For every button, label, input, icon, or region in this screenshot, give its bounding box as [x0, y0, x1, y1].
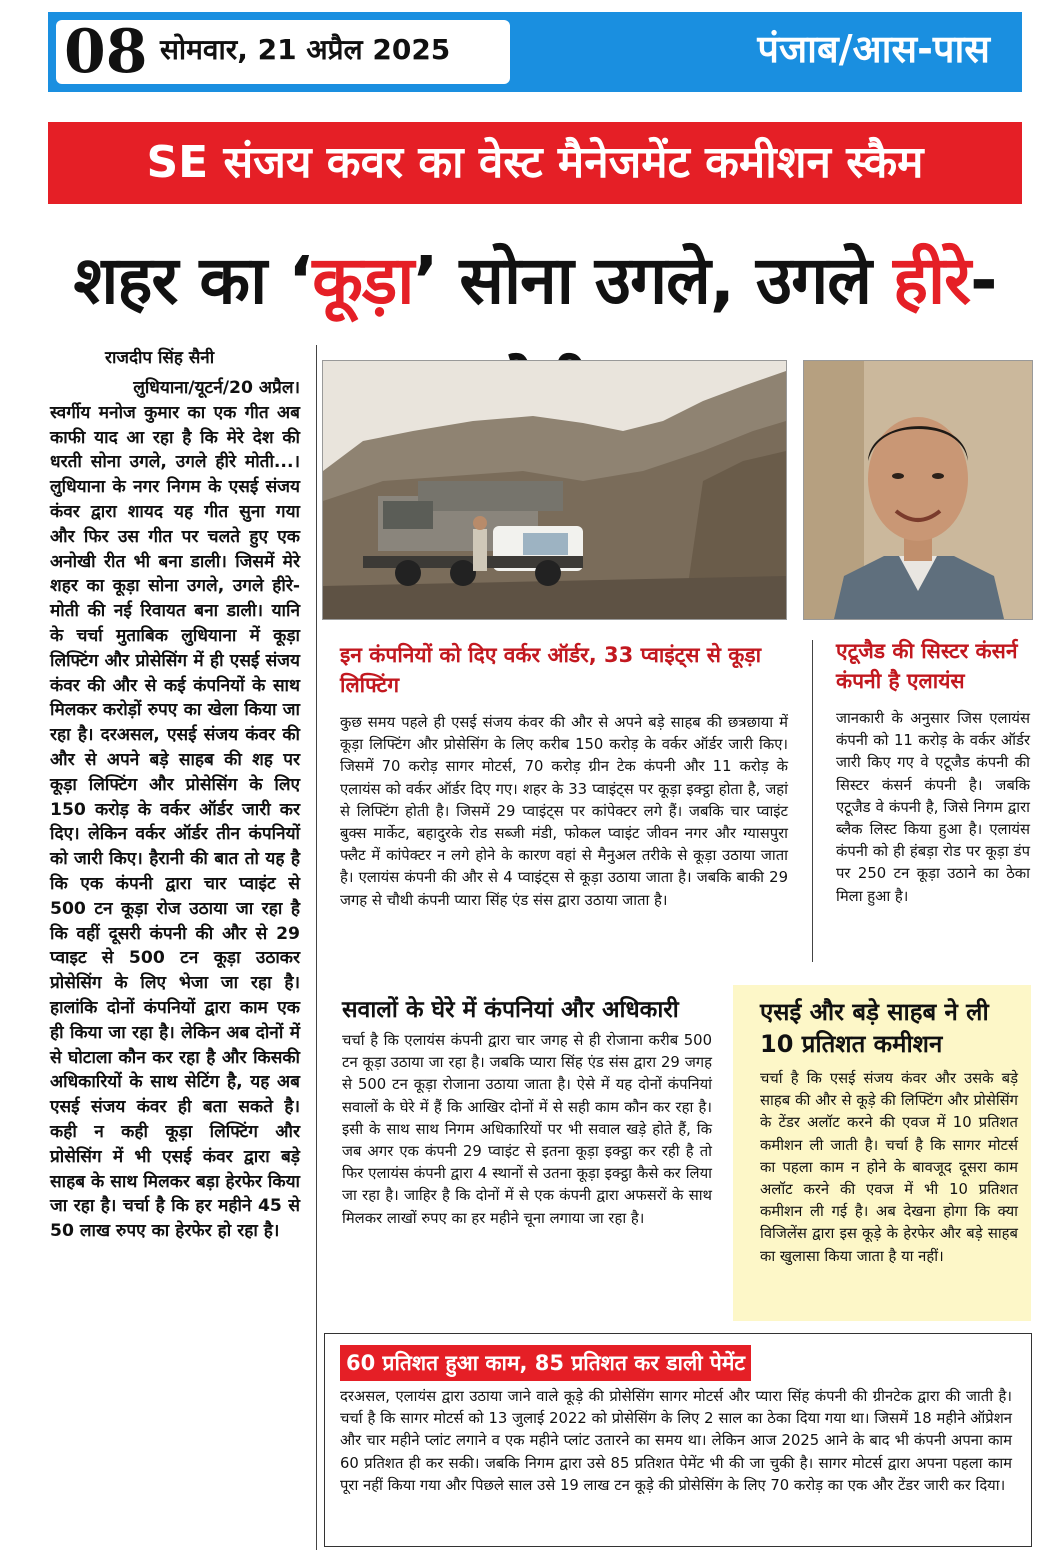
portrait-illustration: [804, 361, 1032, 619]
byline: राजदीप सिंह सैनी: [105, 348, 215, 368]
headline-part-1: शहर का ‘: [73, 242, 313, 319]
main-story: [50, 376, 300, 1244]
payment-story-text: दरअसल, एलायंस द्वारा उठाया जाने वाले कूड़े की प्रोसेसिंग सागर मोटर्स और प्यारा सिंह कंपनी की ग्रीनटेक द्वारा की जाती है। चर्चा है कि सागर मोटर्स को 13 जुलाई 2022 को प्रोसेसिंग के लिए 2 साल का ठेका दिया गया था। जिसमें 18 महीने ऑप्रेशन और चार महीने प्लांट लगाने व एक महीने प्लांट उतारने का समय था। लेकिन आज 2025 आने के बाद भी कंपनी अपना काम 60 प्रतिशत ही कर सकी। जबकि निगम द्वारा उसे 85 प्रतिशत पेमेंट भी की जा चुकी है। सागर मोटर्स द्वारा अपना पहला काम पूरा नहीं किया गया और पिछले साल उसे 19 लाख टन कूड़े की प्रोसेसिंग के लिए 70 करोड़ का एक और टेंडर जारी कर दिया।: [340, 1388, 1012, 1494]
official-portrait-photo: [803, 360, 1033, 620]
column-divider-2: [812, 640, 813, 962]
publication-date: सोमवार, 21 अप्रैल 2025: [160, 33, 451, 66]
headline-part-5: -: [970, 242, 997, 319]
kicker-banner: SE संजय कवर का वेस्ट मैनेजमेंट कमीशन स्कैम: [48, 122, 1022, 204]
section-name: पंजाब/आस-पास: [757, 27, 990, 71]
orders-story-text: कुछ समय पहले ही एसई संजय कंवर की और से अपने बड़े साहब की छत्रछाया में कूड़ा लिफ्टिंग और प्रोसेसिंग के लिए करीब 150 करोड़ के वर्कर ऑर्डर जारी किए। जिसमें 70 करोड़ सागर मोटर्स, 70 करोड़ ग्रीन टेक कंपनी और 11 करोड़ के एलायंस को वर्कर ऑर्डर दिए गए। शहर के 33 प्वाइंट्स पर कूड़ा इक्ट्ठा होता है, जहां से लिफ्टिंग होती है। जिसमें 29 प्वाइंट्स पर कांपेक्टर लगे हैं। जबकि चार प्वाइंट बुक्स मार्केट, बहादुरके रोड सब्जी मंडी, फोकल प्वाइंट जीवन नगर और ग्यासपुरा फ्लैट में कांपेक्टर न लगे होने के कारण वहां से मैनुअल तरीके से कूड़ा उठाया जाता है। एलायंस कंपनी की और से 4 प्वाइंट्स से कूड़ा उठाया जाता है। जबकि बाकी 29 जगह से चौथी कंपनी प्यारा सिंह एंड संस द्वारा उठाया जाता है।: [340, 714, 788, 909]
column-divider: [316, 345, 317, 1550]
payment-story-heading: 60 प्रतिशत हुआ काम, 85 प्रतिशत कर डाली पेमेंट: [340, 1345, 751, 1381]
sister-story-text: जानकारी के अनुसार जिस एलायंस कंपनी को 11 करोड़ के वर्कर ऑर्डर जारी किए गए वे एटूजैड कंपनी की सिस्टर कंसर्न कंपनी है। जबकि एटूजैड वे कंपनी है, जिसे निगम द्वारा ब्लैक लिस्ट किया हुआ है। एलायंस कंपनी को ही हंबड़ा रोड पर कूड़ा डंप पर 250 टन कूड़ा उठाने का ठेका मिला हुआ है।: [836, 710, 1030, 905]
garbage-dump-illustration: [323, 361, 786, 619]
headline-part-4: हीरे: [892, 242, 971, 319]
garbage-dump-photo: [322, 360, 787, 620]
main-story-text: स्वर्गीय मनोज कुमार का एक गीत अब काफी याद आ रहा है कि मेरे देश की धरती सोना उगले, उगले हीरे मोती...। लुधियाना के नगर निगम के एसई संजय कंवर द्वारा शायद यह गीत सुना गया और फिर उस गीत पर चलते हुए एक अनोखी रीत भी बना डाली। जिसमें मेरे शहर का कूड़ा सोना उगले, उगले हीरे-मोती की नई रिवायत बना डाली। यानि के चर्चा मुताबिक लुधियाना में कूड़ा लिफ्टिंग और प्रोसेसिंग में ही एसई संजय कंवर की और से कई कंपनियों के साथ मिलकर करोड़ों रुपए का खेला किया जा रहा है। दरअसल, एसई संजय कंवर की और से अपने बड़े साहब की शह पर कूड़ा लिफ्टिंग और प्रोसेसिंग के लिए 150 करोड़ के वर्कर ऑर्डर जारी कर दिए। लेकिन वर्कर ऑर्डर तीन कंपनियों को जारी किए। हैरानी की बात तो यह है कि एक कंपनी द्वारा चार प्वाइंट से 500 टन कूड़ा रोज उठाया जा रहा है कि वहीं दूसरी कंपनी की और से 29 प्वाइट से 500 टन कूड़ा उठाकर प्रोसेसिंग के लिए भेजा जा रहा है। हालांकि दोनों कंपनियों द्वारा काम एक ही किया जा रहा है। लेकिन अब दोनों में से घोटाला कौन कर रहा है और किसकी अधिकारियों के साथ सेटिंग है, यह अब एसई संजय कंवर ही बता सकते है। कही न कही कूड़ा लिफ्टिंग और प्रोसेसिंग में भी एसई कंवर द्वारा बड़े साहब के साथ मिलकर बड़ा हेरफेर किया जा रहा है। चर्चा है कि हर महीने 45 से 50 लाख रुपए का हेरफेर हो रहा है।: [50, 402, 300, 1242]
questions-story-text: चर्चा है कि एलायंस कंपनी द्वारा चार जगह से ही रोजाना करीब 500 टन कूड़ा उठाया जा रहा है। जबकि प्यारा सिंह एंड संस द्वारा 29 जगह से 500 टन कूड़ा रोजाना उठाया जाता है। ऐसे में यह दोनों कंपनियां सवालों के घेरे में हैं कि आखिर दोनों में से सही काम कौन कर रहा है। इसी के साथ साथ निगम अधिकारियों पर भी सवाल खड़े होते हैं, कि जब अगर एक कंपनी 29 प्वाइंट से इतना कूड़ा इक्ट्ठा कर रही है तो फिर एलायंस कंपनी द्वारा 4 स्थानों से उतना कूड़ा इक्ट्ठा कैसे कर लिया जा रहा है। जाहिर है कि दोनों में से एक कंपनी द्वारा अफसरों के साथ मिलकर लाखों रुपए का हर महीने चूना लगाया जा रहा है।: [342, 1032, 712, 1227]
orders-story-heading: इन कंपनियों को दिए वर्कर ऑर्डर, 33 प्वाइंट्स से कूड़ा लिफ्टिंग: [340, 643, 762, 697]
commission-story-heading: एसई और बड़े साहब ने ली 10 प्रतिशत कमीशन: [760, 998, 989, 1058]
page-number: 08: [64, 17, 148, 87]
headline-part-2: कूड़ा: [312, 242, 414, 319]
headline-part-3: ’ सोना उगले, उगले: [413, 242, 893, 319]
sister-story-heading: एटूजैड की सिस्टर कंसर्न कंपनी है एलायंस: [836, 639, 1018, 693]
main-story-dateline: लुधियाना/यूटर्न/20 अप्रैल।: [133, 378, 300, 398]
questions-story-heading: सवालों के घेरे में कंपनियां और अधिकारी: [342, 997, 679, 1023]
commission-story-text: चर्चा है कि एसई संजय कंवर और उसके बड़े साहब की और से कूड़े की लिफ्टिंग और प्रोसेसिंग के टेंडर अलॉट करने की एवज में 10 प्रतिशत कमीशन ली जाती है। चर्चा है कि सागर मोटर्स का पहला काम न होने के बावजूद दूसरा काम अलॉट करने की एवज में भी 10 प्रतिशत कमीशन ली गई है। अब देखना होगा कि क्या विजिलेंस द्वारा इस कूड़े के हेरफेर और बड़े साहब का खुलासा किया जाता है या नहीं।: [760, 1070, 1018, 1265]
